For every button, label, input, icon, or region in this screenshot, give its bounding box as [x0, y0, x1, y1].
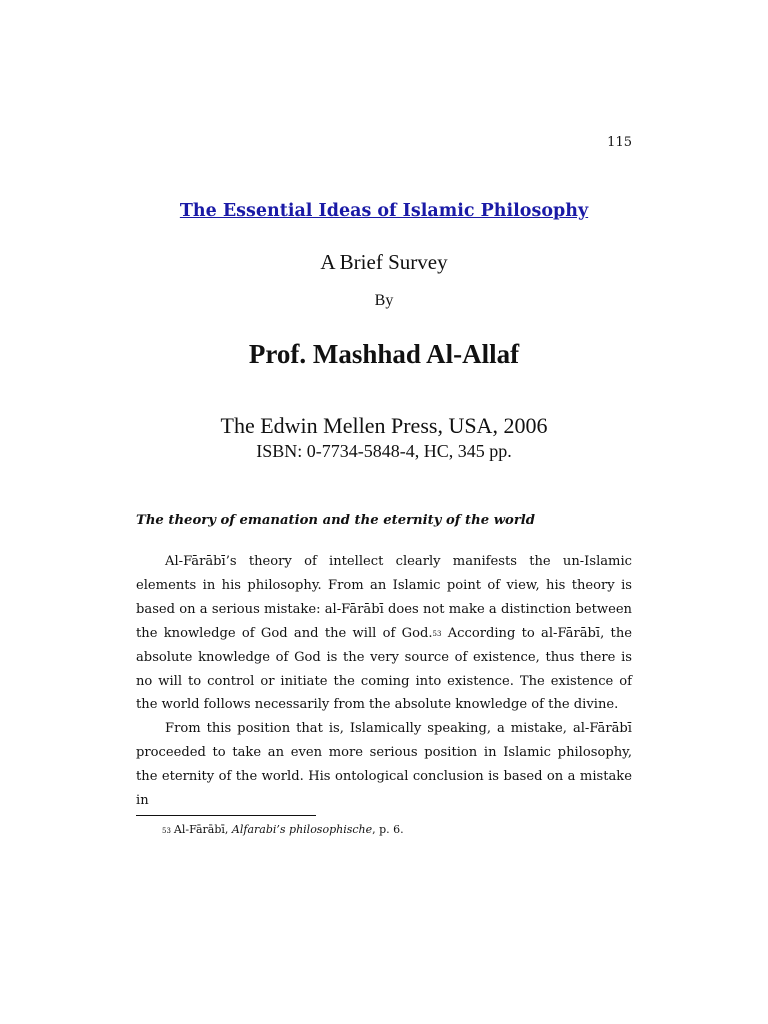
footnote — [162, 823, 404, 836]
book-title-link[interactable]: The Essential Ideas of Islamic Philosophy — [179, 201, 589, 221]
footnote-author: Al-Fārābī, — [173, 823, 232, 836]
author-name: Prof. Mashhad Al-Allaf — [248, 339, 520, 369]
by-line: By — [374, 292, 394, 309]
paragraph-1 — [136, 550, 632, 717]
footnote-pages: , p. 6. — [372, 823, 404, 836]
book-subtitle: A Brief Survey — [320, 250, 448, 274]
paragraph-1-text-a: Al-Fārābī’s theory of intellect clearly manifests the un-Islamic elements in his philosophy. From an Islamic point of view, his theory is based on a serious mistake: al-Fārābī does not make a distinction between the knowledge of God and the will of God. — [136, 554, 632, 641]
publisher-line: The Edwin Mellen Press, USA, 2006 — [220, 413, 548, 438]
footnote-number: 53 — [162, 827, 171, 835]
section-heading: The theory of emanation and the eternity of the world — [136, 513, 536, 528]
footnote-divider — [136, 815, 316, 816]
paragraph-2: From this position that is, Islamically speaking, a mistake, al-Fārābī proceeded to take an even more serious position in Islamic philosophy, the eternity of the world. His ontological conclusion is based on a mistake in — [136, 721, 632, 809]
body-text — [136, 550, 632, 813]
isbn-line: ISBN: 0-7734-5848-4, HC, 345 pp. — [256, 441, 512, 461]
paragraph-1-text-b: According to al-Fārābī, the absolute knowledge of God is the very source of existence, thus there is no will to control or initiate the coming into existence. The existence of the world follows necessarily from the absolute knowledge of the divine. — [136, 625, 632, 713]
footnote-reference: 53 — [432, 630, 442, 639]
footnote-work-title: Alfarabi’s philosophische — [231, 823, 373, 836]
page-number: 115 — [607, 135, 632, 150]
